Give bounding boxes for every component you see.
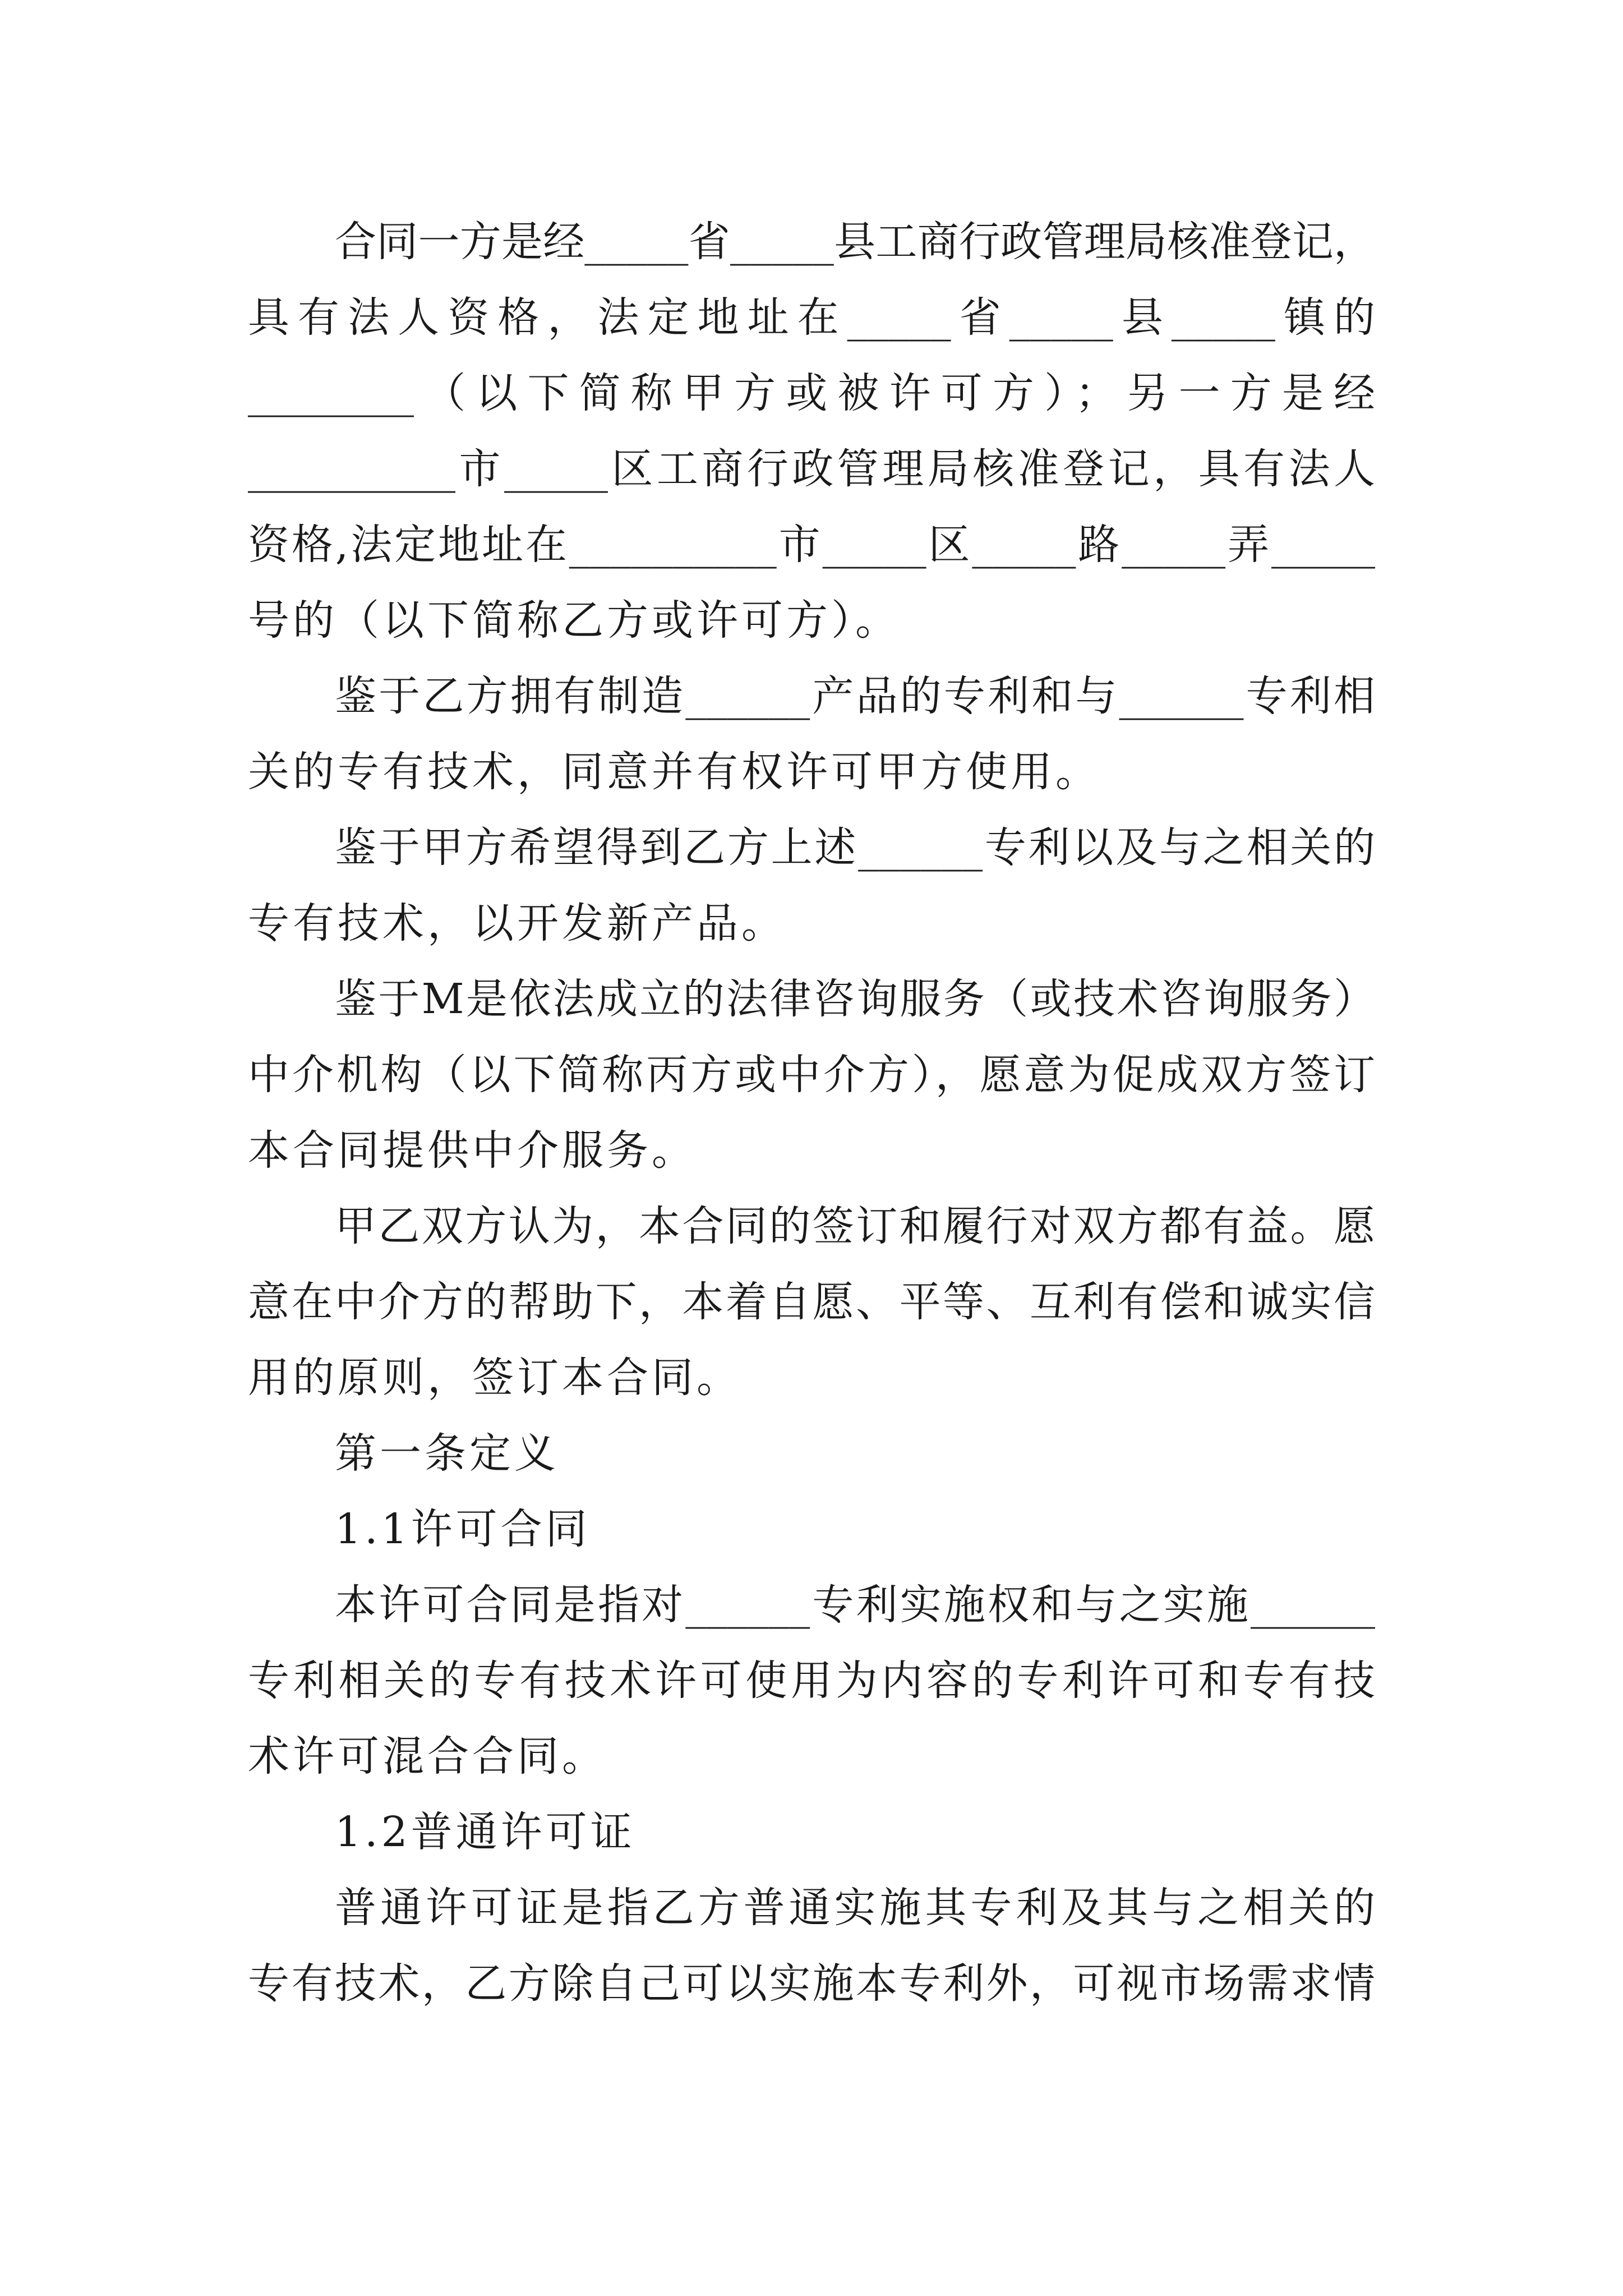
paragraph-line: ________（以下简称甲方或被许可方）；另一方是经 xyxy=(248,369,1375,417)
paragraph-line: 专利相关的专有技术许可使用为内容的专利许可和专有技 xyxy=(248,1657,1375,1705)
paragraph-line: 资格,法定地址在__________市_____区_____路_____弄_____ xyxy=(248,521,1375,569)
paragraph-line: 专有技术，以开发新产品。 xyxy=(248,899,786,947)
paragraph-line: 普通许可证是指乙方普通实施其专利及其与之相关的 xyxy=(335,1884,1375,1932)
paragraph-line: 意在中介方的帮助下，本着自愿、平等、互利有偿和诚实信 xyxy=(248,1278,1375,1326)
paragraph-line: 用的原则，签订本合同。 xyxy=(248,1354,741,1402)
paragraph-line: 术许可混合合同。 xyxy=(248,1732,607,1780)
paragraph-line: __________市_____区工商行政管理局核准登记，具有法人 xyxy=(248,445,1375,493)
paragraph-line: 本合同提供中介服务。 xyxy=(248,1126,697,1175)
paragraph-line: 专有技术，乙方除自己可以实施本专利外，可视市场需求情 xyxy=(248,1959,1375,2008)
section-heading: 第一条定义 xyxy=(335,1429,559,1478)
subsection-heading: 1.2普通许可证 xyxy=(335,1808,635,1856)
paragraph-line: 号的（以下简称乙方或许可方）。 xyxy=(248,596,900,645)
paragraph-line: 具有法人资格，法定地址在_____省_____县_____镇的 xyxy=(248,293,1375,342)
paragraph-line: 关的专有技术，同意并有权许可甲方使用。 xyxy=(248,748,1100,796)
paragraph-line: 本许可合同是指对______专利实施权和与之实施______ xyxy=(335,1581,1375,1629)
paragraph-line: 鉴于M是依法成立的法律咨询服务（或技术咨询服务） xyxy=(335,975,1375,1023)
paragraph-line: 鉴于甲方希望得到乙方上述______专利以及与之相关的 xyxy=(335,823,1375,872)
paragraph-line: 甲乙双方认为，本合同的签订和履行对双方都有益。愿 xyxy=(335,1202,1375,1250)
paragraph-line: 鉴于乙方拥有制造______产品的专利和与______专利相 xyxy=(335,672,1375,720)
subsection-heading: 1.1许可合同 xyxy=(335,1505,591,1553)
paragraph-line: 中介机构（以下简称丙方或中介方），愿意为促成双方签订 xyxy=(248,1051,1375,1099)
paragraph-line: 合同一方是经_____省_____县工商行政管理局核准登记， xyxy=(335,218,1375,266)
